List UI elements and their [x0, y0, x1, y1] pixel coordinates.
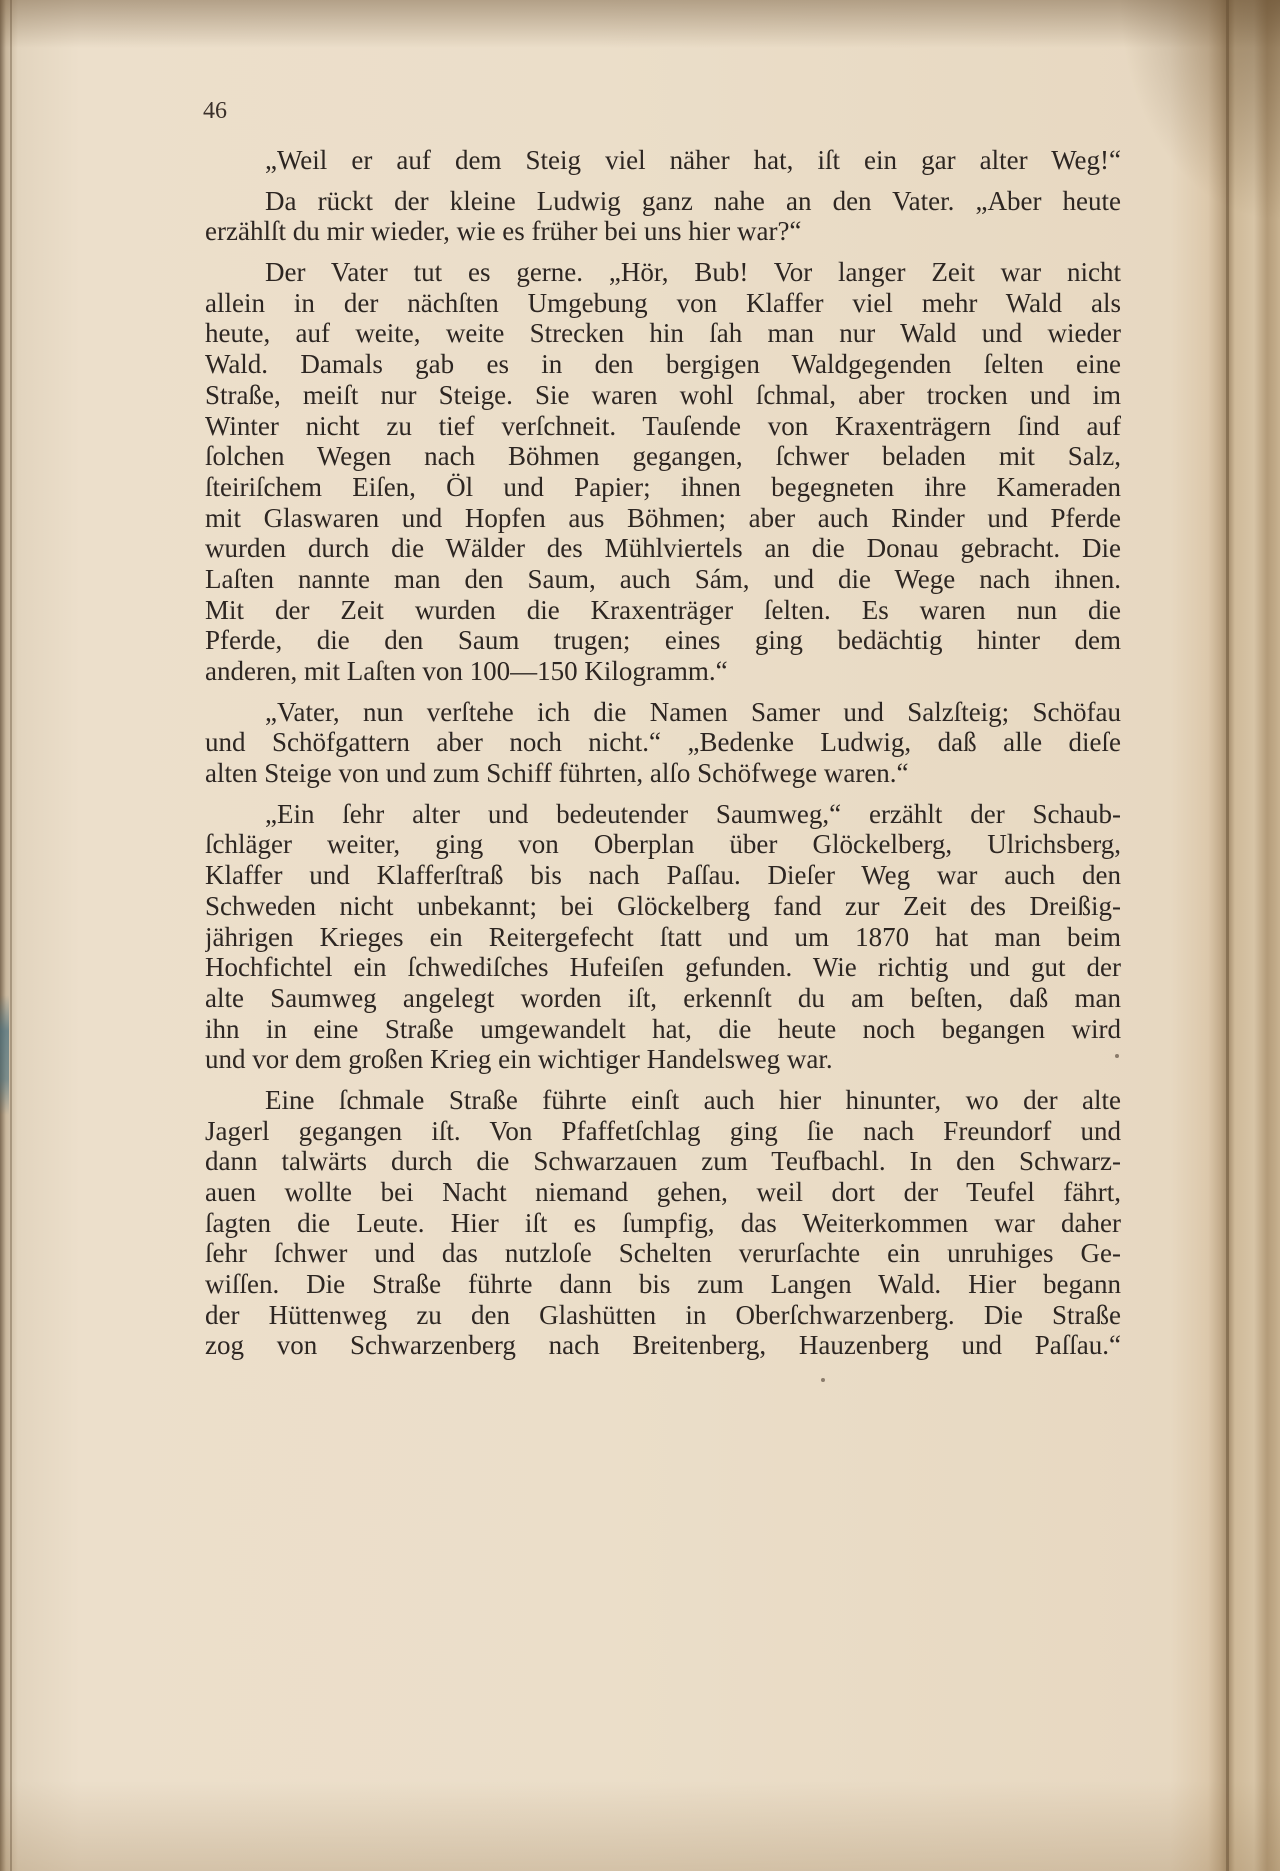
text-line: wiſſen. Die Straße führte dann bis zum Langen Wald. Hier begann [205, 1269, 1121, 1300]
text-line: Da rückt der kleine Ludwig ganz nahe an den Vater. „Aber heute [265, 185, 1121, 216]
text-line: Laſten nannte man den Saum, auch Sám, und die Wege nach ihnen. [205, 563, 1121, 594]
text-line: Schweden nicht unbekannt; bei Glöckelberg fand zur Zeit des Dreißig- [205, 890, 1121, 921]
text-line: zog von Schwarzenberg nach Breitenberg, Hauzenberg und Paſſau.“ [205, 1330, 1121, 1361]
text-line: ſagten die Leute. Hier iſt es ſumpfig, das Weiterkommen war daher [205, 1207, 1121, 1238]
text-line: Jagerl gegangen iſt. Von Pfaffetſchlag ging ſie nach Freundorf und [205, 1115, 1121, 1146]
text-line: Wald. Damals gab es in den bergigen Waldgegenden ſelten eine [205, 349, 1121, 380]
binding-tape-stain [0, 995, 9, 1115]
text-line: erzählſt du mir wieder, wie es früher bei uns hier war?“ [205, 216, 802, 247]
text-line: auen wollte bei Nacht niemand gehen, weil dort der Teufel fährt, [205, 1177, 1121, 1207]
text-line: anderen, mit Laſten von 100—150 Kilogramm.“ [205, 656, 728, 686]
text-line: Mit der Zeit wurden die Kraxenträger ſelten. Es waren nun die [205, 594, 1121, 625]
text-line: Klaffer und Klafferſtraß bis nach Paſſau. Dieſer Weg war auch den [205, 860, 1121, 891]
text-line: heute, auf weite, weite Strecken hin ſah man nur Wald und wieder [205, 318, 1121, 349]
paper-speck [821, 1378, 825, 1382]
page-number: 46 [203, 98, 227, 124]
paragraph [205, 145, 1121, 176]
text-line: „Vater, nun verſtehe ich die Namen Samer und Salzſteig; Schöfau [265, 696, 1121, 727]
paragraph [205, 1085, 1121, 1361]
text-line: ſchläger weiter, ging von Oberplan über Glöckelberg, Ulrichsberg, [205, 829, 1121, 860]
text-line: ſteiriſchem Eiſen, Öl und Papier; ihnen begegneten ihre Kameraden [205, 471, 1121, 502]
text-line: ihn in eine Straße umgewandelt hat, die heute noch begangen wird [205, 1013, 1121, 1044]
text-line: Pferde, die den Saum trugen; eines ging bedächtig hinter dem [205, 625, 1121, 656]
text-line: Eine ſchmale Straße führte einſt auch hier hinunter, wo der alte [265, 1084, 1121, 1115]
text-line: und Schöfgattern aber noch nicht.“ „Bedenke Ludwig, daß alle dieſe [205, 727, 1121, 758]
text-line: der Hüttenweg zu den Glashütten in Oberſchwarzenberg. Die Straße [205, 1299, 1121, 1330]
text-line: ſolchen Wegen nach Böhmen gegangen, ſchwer beladen mit Salz, [205, 441, 1121, 472]
page-edge-right [1226, 0, 1229, 1871]
text-line: Straße, meiſt nur Steige. Sie waren wohl ſchmal, aber trocken und im [205, 379, 1121, 410]
text-line: mit Glaswaren und Hopfen aus Böhmen; aber auch Rinder und Pferde [205, 502, 1121, 533]
paragraph [205, 186, 1121, 247]
binding-shadow [10, 0, 12, 1871]
body-text [205, 145, 1121, 1371]
text-line: ſehr ſchwer und das nutzloſe Schelten verurſachte ein unruhiges Ge- [205, 1238, 1121, 1269]
text-line: Hochfichtel ein ſchwediſches Hufeiſen gefunden. Wie richtig und gut der [205, 952, 1121, 983]
text-line: allein in der nächſten Umgebung von Klaffer viel mehr Wald als [205, 287, 1121, 318]
text-line: alte Saumweg angelegt worden iſt, erkennſt du am beſten, daß man [205, 982, 1121, 1013]
paragraph [205, 799, 1121, 1075]
text-line: „Weil er auf dem Steig viel näher hat, iſt ein gar alter Weg!“ [265, 145, 1121, 175]
paragraph [205, 257, 1121, 687]
text-line: dann talwärts durch die Schwarzauen zum Teufbachl. In den Schwarz- [205, 1146, 1121, 1177]
text-line: alten Steige von und zum Schiff führten, alſo Schöfwege waren.“ [205, 758, 909, 789]
text-line: Der Vater tut es gerne. „Hör, Bub! Vor langer Zeit war nicht [265, 257, 1121, 288]
text-line: „Ein ſehr alter und bedeutender Saumweg,“ erzählt der Schaub- [265, 798, 1121, 829]
text-line: jährigen Krieges ein Reitergefecht ſtatt und um 1870 hat man beim [205, 921, 1121, 952]
paragraph [205, 697, 1121, 789]
text-line: wurden durch die Wälder des Mühlviertels an die Donau gebracht. Die [205, 533, 1121, 564]
text-line: Winter nicht zu tief verſchneit. Tauſende von Kraxenträgern ſind auf [205, 410, 1121, 441]
text-line: und vor dem großen Krieg ein wichtiger Handelsweg war. [205, 1044, 833, 1075]
